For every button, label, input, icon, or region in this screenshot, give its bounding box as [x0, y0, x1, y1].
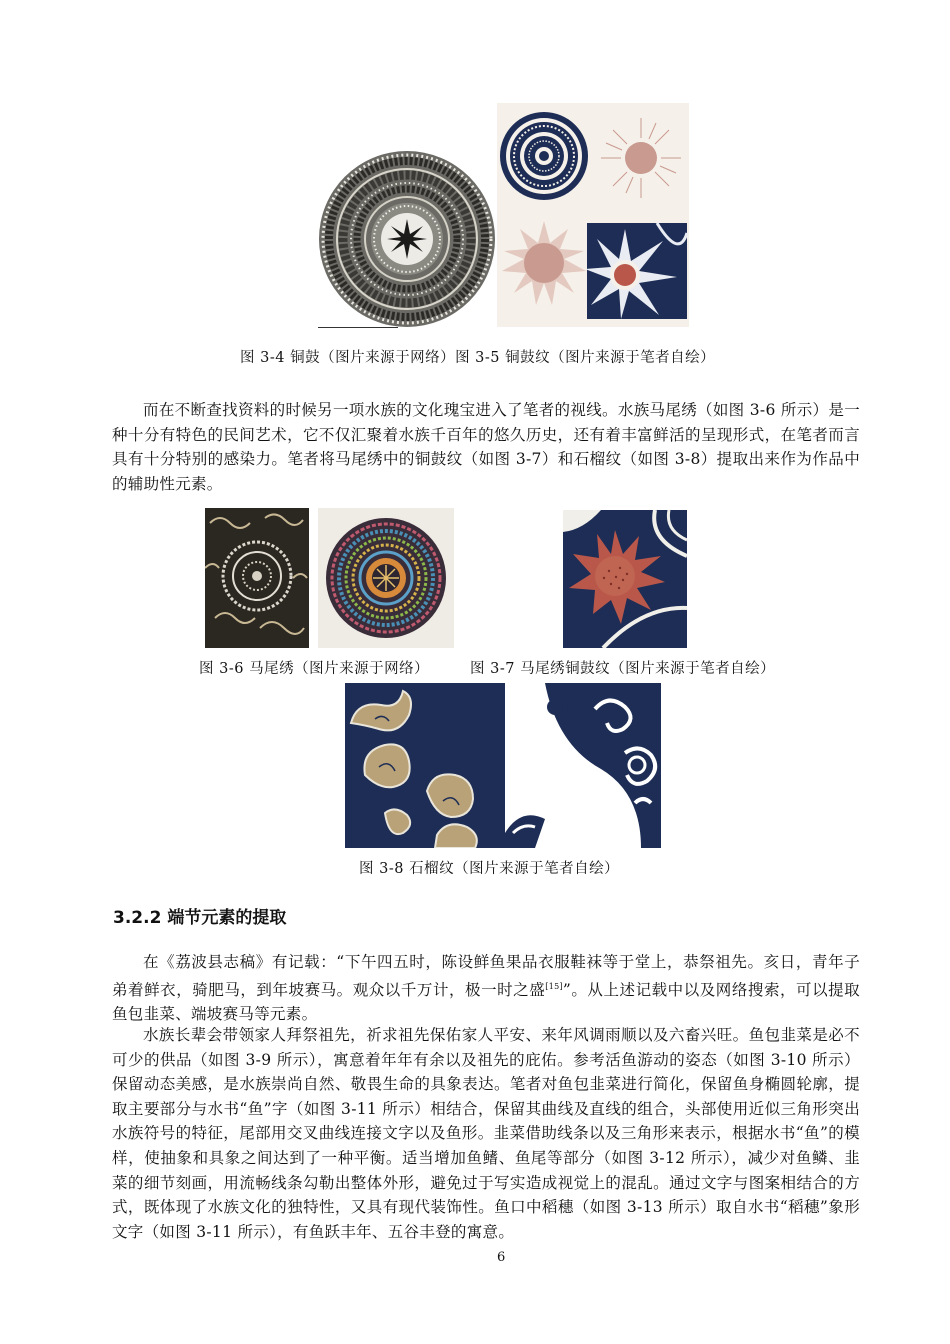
page-number: 6	[497, 1250, 506, 1265]
paragraph-text: 而在不断查找资料的时候另一项水族的文化瑰宝进入了笔者的视线。水族马尾绣（如图 3-6 所示）是一种十分有特色的民间艺术，它不仅汇聚着水族千百年的悠久历史，还有着丰富鲜活的呈现形式，在笔者而言具有十分特别的感染力。笔者将马尾绣中的铜鼓纹（如图 3-7）和石榴纹（如图 3-8）提取出来作为作品中的辅助性元素。	[112, 401, 860, 493]
body-paragraph-2	[112, 950, 860, 1027]
horsetail-drum-pattern-drawing	[563, 510, 687, 648]
figure-caption-3-4-3-5: 图 3-4 铜鼓（图片来源于网络）图 3-5 铜鼓纹（图片来源于笔者自绘）	[240, 350, 716, 366]
pomegranate-pattern-drawing	[345, 683, 661, 848]
section-heading: 3.2.2 端节元素的提取	[113, 908, 287, 928]
paragraph-text	[112, 950, 860, 1027]
paragraph-text-part: ”。从上述记载中以及网络搜索，可以提取鱼包韭菜、端坡赛马等元素。	[112, 980, 860, 1024]
horsetail-embroidery-photo	[205, 508, 309, 648]
body-paragraph-3	[112, 1023, 860, 1244]
paragraph-text-part: 在《荔波县志稿》有记载：“下午四五时，陈设鲜鱼果品衣服鞋袜等于堂上，恭祭祖先。亥日，青年子弟着鲜衣，骑肥马，到年坡赛马。观众以千万计，极一时之盛	[112, 953, 860, 999]
body-paragraph-1	[112, 398, 860, 496]
figure-caption-3-6: 图 3-6 马尾绣（图片来源于网络）	[199, 661, 430, 677]
paragraph-text: 水族长辈会带领家人拜祭祖先，祈求祖先保佑家人平安、来年风调雨顺以及六畜兴旺。鱼包韭菜是必不可少的供品（如图 3-9 所示），寓意着年年有余以及祖先的庇佑。参考活鱼游动的姿态（如图 3-10 所示）保留动态美感，是水族崇尚自然、敬畏生命的具象表达。笔者对鱼包韭菜进行简化，保留鱼身椭圆轮廓，提取主要部分与水书“鱼”字（如图 3-11 所示）相结合，保留其曲线及直线的组合，头部使用近似三角形突出水族符号的特征，尾部用交叉曲线连接文字以及鱼形。韭菜借助线条以及三角形来表示，根据水书“鱼”的模样，使抽象和具象之间达到了一种平衡。适当增加鱼鳍、鱼尾等部分（如图 3-12 所示），减少对鱼鳞、韭菜的细节刻画，用流畅线条勾勒出整体外形，避免过于写实造成视觉上的混乱。通过文字与图案相结合的方式，既体现了水族文化的独特性，又具有现代装饰性。鱼口中稻穗（如图 3-13 所示）取自水书“稻穗”象形文字（如图 3-11 所示），有鱼跃丰年、五谷丰登的寓意。	[112, 1026, 860, 1241]
figure-caption-3-7: 图 3-7 马尾绣铜鼓纹（图片来源于笔者自绘）	[470, 661, 776, 677]
drum-pattern-illustration	[497, 103, 689, 327]
horsetail-drum-photo	[318, 508, 454, 648]
citation-reference: [15]	[545, 981, 563, 991]
bronze-drum-photo	[318, 150, 496, 328]
figure-underline	[318, 327, 398, 328]
figure-caption-3-8: 图 3-8 石榴纹（图片来源于笔者自绘）	[359, 861, 620, 877]
